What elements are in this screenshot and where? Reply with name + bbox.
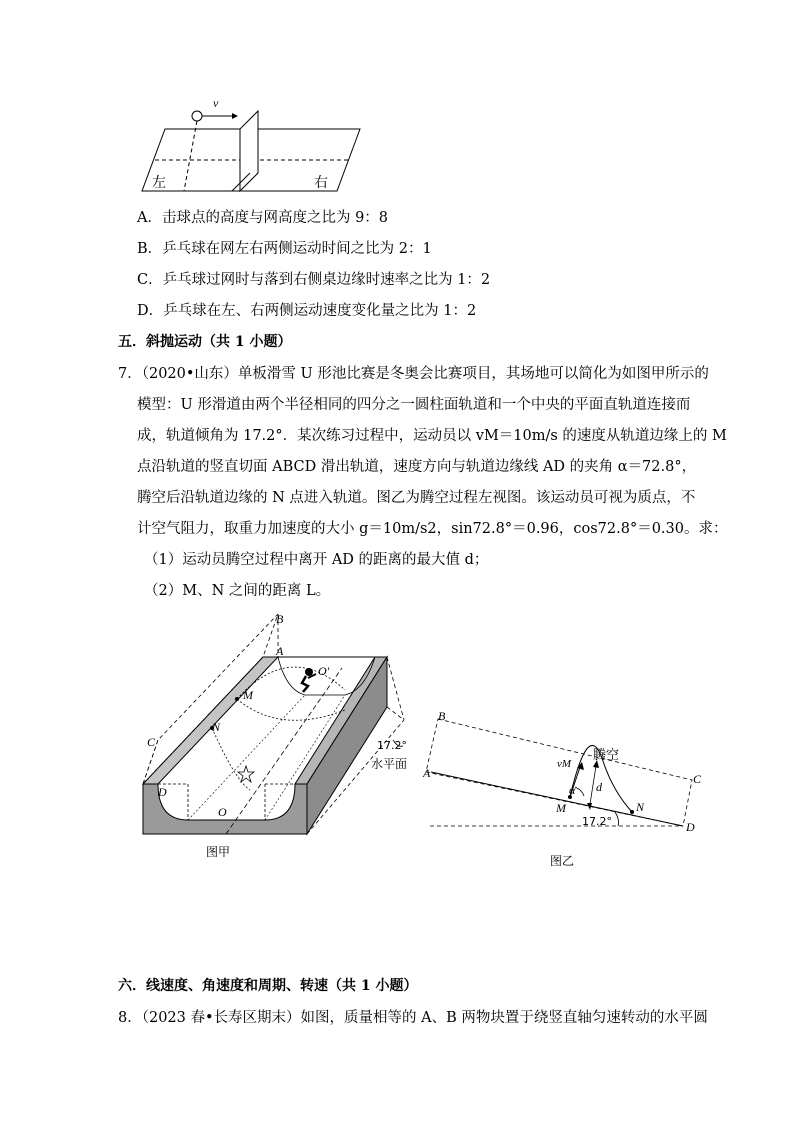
q7-line-2: 模型：U 形滑道由两个半径相同的四分之一圆柱面轨道和一个中央的平面直轨道连接而 <box>137 397 691 413</box>
jia-label-o-prime: O' <box>318 664 330 678</box>
q8-line-1: 8．（2023 春•长寿区期末）如图，质量相等的 A、B 两物块置于绕竖直轴匀速转动的水平圆 <box>118 1010 708 1026</box>
velocity-label: v <box>213 96 219 110</box>
jia-angle-label: 17.2° <box>377 739 407 752</box>
jia-label-d: D <box>158 785 167 799</box>
jia-label-b: B <box>276 612 284 626</box>
q6-option-a: A．击球点的高度与网高度之比为 9：8 <box>137 210 389 226</box>
section-6-heading: 六．线速度、角速度和周期、转速（共 1 小题） <box>118 978 418 994</box>
yi-label-m: M <box>556 801 566 815</box>
q7-line-1: 7．（2020•山东）单板滑雪 U 形池比赛是冬奥会比赛项目，其场地可以简化为如图甲所示的 <box>118 366 709 382</box>
jia-label-c: C <box>147 735 156 749</box>
section-5-heading: 五．斜抛运动（共 1 小题） <box>118 334 292 350</box>
q7-line-6: 计空气阻力，取重力加速度的大小 g＝10m/s2，sin72.8°＝0.96，cos72.8°＝0.30。求： <box>137 521 728 537</box>
yi-label-a: A <box>423 766 431 780</box>
jia-label-o: O <box>218 805 227 819</box>
yi-label-d: D <box>686 820 695 834</box>
yi-label-n: N <box>636 800 645 814</box>
yi-tengkong-label: 腾空 <box>593 748 620 763</box>
yi-angle-label: 17.2° <box>582 815 612 828</box>
right-side-label: 右 <box>314 175 328 191</box>
left-side-label: 左 <box>152 175 166 191</box>
yi-label-alpha: α <box>569 783 576 797</box>
q7-subquestion-2: （2）M、N 之间的距离 L。 <box>144 583 331 599</box>
yi-label-vm: vM <box>557 758 572 770</box>
yi-label-b: B <box>438 709 446 723</box>
jia-label-m: M <box>243 688 253 702</box>
q7-line-3: 成，轨道倾角为 17.2°．某次练习过程中，运动员以 vM＝10m/s 的速度从轨道边缘上的 M <box>137 428 727 444</box>
q7-line-4: 点沿轨道的竖直切面 ABCD 滑出轨道，速度方向与轨道边缘线 AD 的夹角 α＝72.8°， <box>137 459 697 475</box>
jia-caption: 图甲 <box>206 845 231 859</box>
yi-label-d-distance: d <box>596 780 602 794</box>
q7-line-5: 腾空后沿轨道边缘的 N 点进入轨道。图乙为腾空过程左视图。该运动员可视为质点，不 <box>137 490 696 506</box>
q6-option-b: B．乒乓球在网左右两侧运动时间之比为 2：1 <box>137 241 432 257</box>
yi-caption: 图乙 <box>550 854 575 868</box>
jia-label-a: A <box>276 644 284 658</box>
q6-option-c: C．乒乓球过网时与落到右侧桌边缘时速率之比为 1：2 <box>137 272 491 288</box>
jia-label-n: N <box>212 720 221 734</box>
jia-horizontal-label: 水平面 <box>371 757 408 771</box>
q7-subquestion-1: （1）运动员腾空过程中离开 AD 的距离的最大值 d； <box>144 552 489 568</box>
q6-option-d: D．乒乓球在左、右两侧运动速度变化量之比为 1：2 <box>137 303 477 319</box>
yi-label-c: C <box>693 772 702 786</box>
